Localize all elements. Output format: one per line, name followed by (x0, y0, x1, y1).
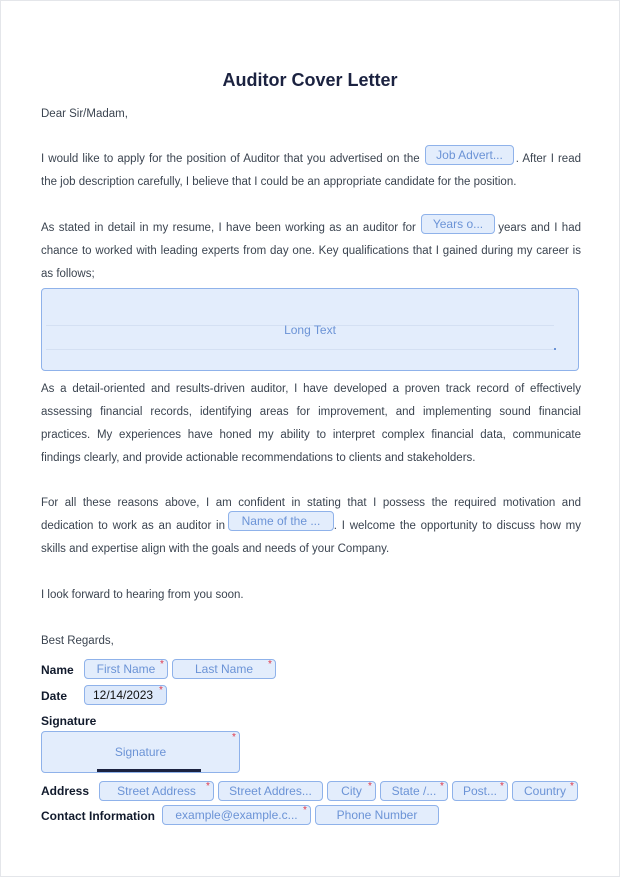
paragraph-5: I look forward to hearing from you soon. (41, 589, 244, 601)
paragraph-2-after: years and I had chance to worked with leading experts from day one. Key qualifications that I gained during my career is as follows; (41, 222, 581, 280)
contact-information-label: Contact Information (41, 809, 155, 823)
date-label: Date (41, 689, 68, 703)
state-input[interactable]: State /... (380, 781, 448, 801)
company-name-field[interactable]: Name of the ... (228, 511, 334, 531)
phone-number-input[interactable]: Phone Number (315, 805, 439, 825)
required-mark: * (206, 781, 210, 792)
required-mark: * (159, 685, 163, 696)
signature-placeholder: Signature (114, 745, 167, 759)
page-title: Auditor Cover Letter (222, 70, 398, 90)
address-label: Address (41, 784, 90, 798)
required-mark: * (160, 659, 164, 670)
years-of-experience-field[interactable]: Years o... (421, 214, 495, 234)
required-mark: * (303, 805, 307, 816)
street-address-2-input[interactable]: Street Addres... (218, 781, 323, 801)
signature-pad[interactable] (41, 731, 240, 773)
country-input[interactable]: Country (512, 781, 578, 801)
greeting: Dear Sir/Madam, (41, 108, 128, 120)
job-advert-field[interactable]: Job Advert... (425, 145, 514, 165)
required-mark: * (268, 659, 272, 670)
paragraph-4-after: . I welcome the opportunity to discuss how my skills and expertise align with the goals and needs of your Company. (41, 520, 581, 555)
signature-underline (97, 769, 201, 772)
required-mark: * (440, 781, 444, 792)
required-mark: * (570, 781, 574, 792)
long-text-dot (554, 348, 556, 350)
email-input[interactable]: example@example.c... (162, 805, 311, 825)
name-label: Name (41, 663, 74, 677)
last-name-input[interactable]: Last Name (172, 659, 276, 679)
paragraph-1-after: . After I read the job description carefully, I believe that I could be an appropriate candidate for the position. (41, 153, 581, 188)
date-input[interactable]: 12/14/2023 (84, 685, 167, 705)
long-text-placeholder: Long Text (284, 323, 336, 337)
first-name-input[interactable]: First Name (84, 659, 168, 679)
street-address-input[interactable]: Street Address (99, 781, 214, 801)
closing: Best Regards, (41, 635, 114, 647)
signature-label: Signature (41, 714, 97, 728)
required-mark: * (368, 781, 372, 792)
required-mark: * (500, 781, 504, 792)
paragraph-1-before: I would like to apply for the position of Auditor that you advertised on the (41, 153, 420, 165)
paragraph-4-before: For all these reasons above, I am confident in stating that I possess the required motivation and dedication to work as an auditor in (41, 497, 581, 532)
paragraph-3: As a detail-oriented and results-driven auditor, I have developed a proven track record of effectively assessing financial records, identifying areas for improvement, and implementing sound financial practices. My experiences have honed my ability to interpret complex financial data, communicate findings clearly, and provide actionable recommendations to clients and stakeholders. (41, 383, 581, 464)
paragraph-2 (41, 217, 581, 286)
postal-code-input[interactable]: Post... (452, 781, 508, 801)
city-input[interactable]: City (327, 781, 376, 801)
long-text-line (46, 349, 554, 350)
long-text-area[interactable] (41, 288, 579, 371)
required-mark: * (232, 732, 236, 743)
paragraph-2-before: As stated in detail in my resume, I have been working as an auditor for (41, 222, 416, 234)
